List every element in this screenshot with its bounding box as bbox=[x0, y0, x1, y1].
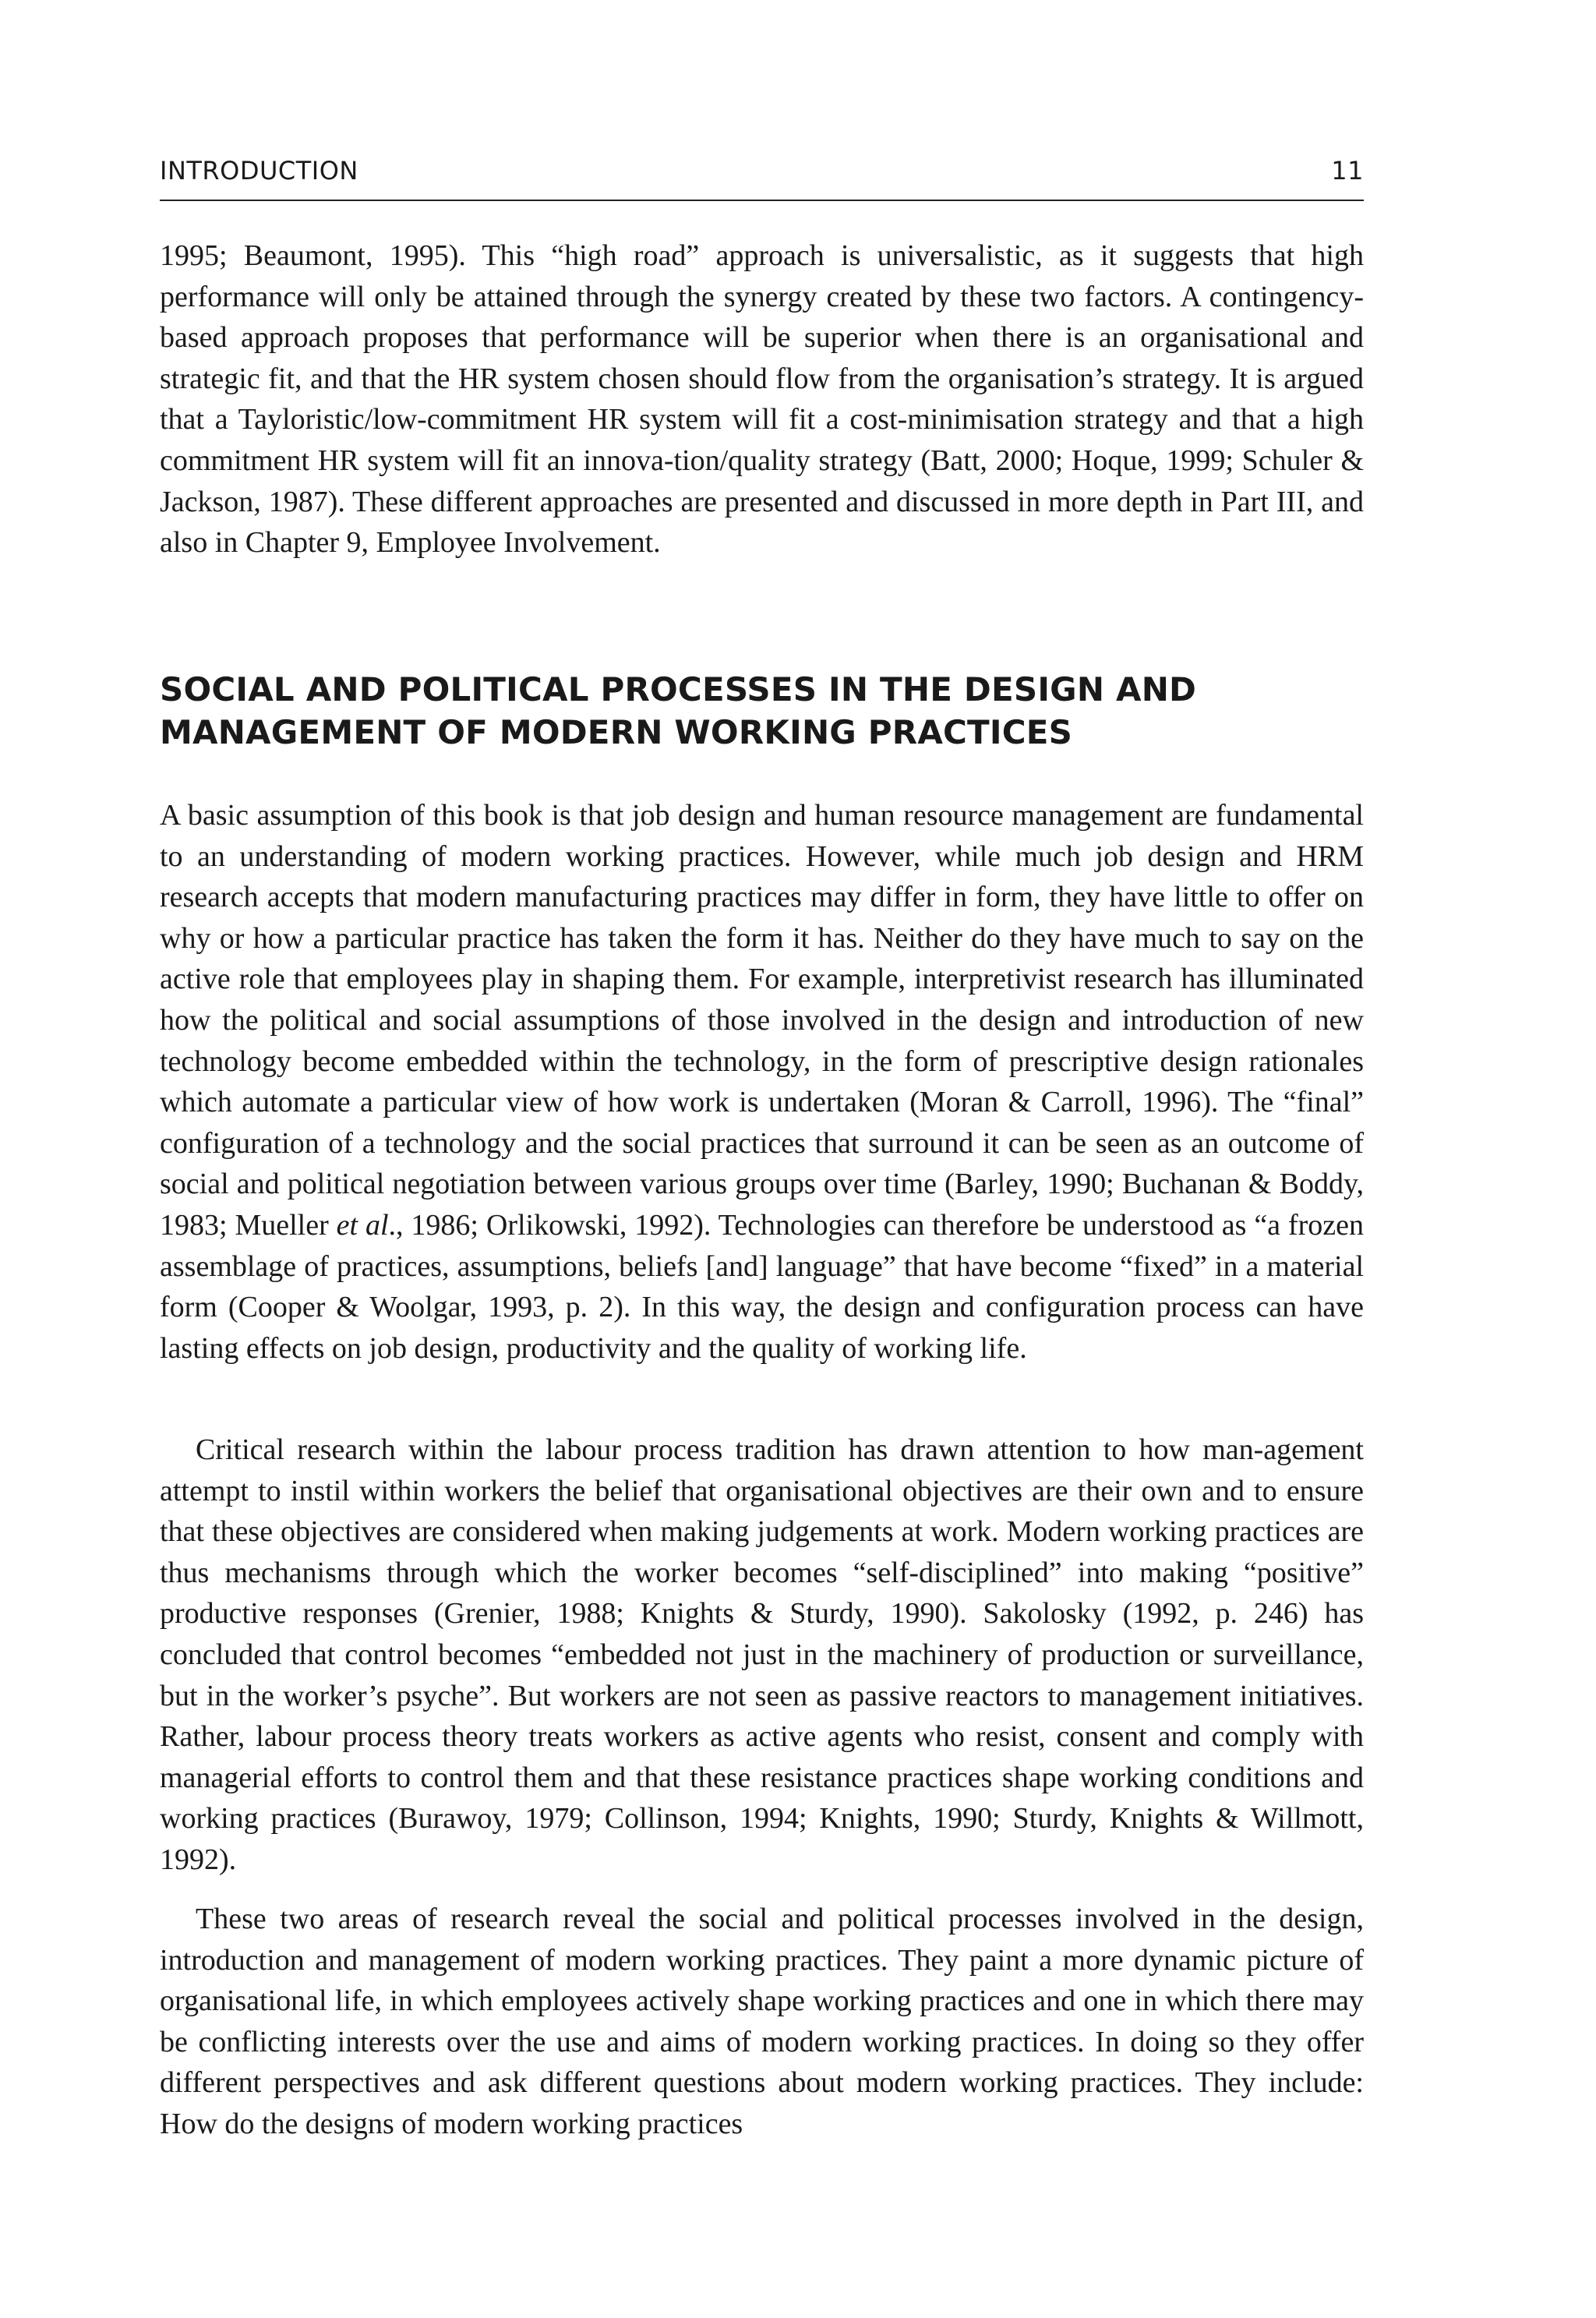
paragraph-1-italic-et-al: et al bbox=[336, 1208, 389, 1242]
running-head bbox=[160, 153, 1364, 201]
paragraph-continued: 1995; Beaumont, 1995). This “high road” approach is universalistic, as it suggests that high performance will only be attained through the synergy created by these two factors. A contingency-based approach proposes that performance will be superior when there is an organisational and strategic fit, and that the HR system chosen should flow from the organisation’s strategy. It is argued that a Tayloristic/low-commitment HR system will fit a cost-minimisation strategy and that a high commitment HR system will fit an innova-tion/quality strategy (Batt, 2000; Hoque, 1999; Schuler & Jackson, 1987). These different approaches are presented and discussed in more depth in Part III, and also in Chapter 9, Employee Involvement. bbox=[160, 239, 1364, 560]
paragraph-1 bbox=[160, 795, 1364, 1369]
paragraph-3: These two areas of research reveal the social and political processes involved in the design, introduction and management of modern working practices. They paint a more dynamic picture of organisational life, in which employees actively shape working practices and one in which there may be conflicting interests over the use and aims of modern working practices. In doing so they offer different perspectives and ask different questions about modern working practices. They include: How do the designs of modern working practices bbox=[160, 1903, 1364, 2140]
running-head-section: INTRODUCTION bbox=[160, 156, 358, 186]
paragraph-1-text-b: ., 1986; Orlikowski, 1992). Technologies can therefore be understood as “a frozen assemblage of practices, assumptions, beliefs [and] language” that have become “fixed” in a material form (Cooper & Woolgar, 1993, p. 2). In this way, the design and configuration process can have lasting effects on job design, productivity and the quality of working life. bbox=[160, 1208, 1364, 1365]
paragraph-1-text-a: A basic assumption of this book is that job design and human resource management are fundamental to an understanding of modern working practices. However, while much job design and HRM research accepts that modern manufacturing practices may differ in form, they have little to offer on why or how a particular practice has taken the form it has. Neither do they have much to say on the active role that employees play in shaping them. For example, interpretivist research has illuminated how the political and social assumptions of those involved in the design and introduction of new technology become embedded within the technology, in the form of prescriptive design rationales which automate a particular view of how work is undertaken (Moran & Carroll, 1996). The “final” configuration of a technology and the social practices that surround it can be seen as an outcome of social and political negotiation between various groups over time (Barley, 1990; Buchanan & Boddy, 1983; Mueller bbox=[160, 799, 1364, 1242]
page-number: 11 bbox=[1331, 156, 1364, 186]
paragraph-2: Critical research within the labour process tradition has drawn attention to how man-agement attempt to instil within workers the belief that organisational objectives are their own and to ensure that these objectives are considered when making judgements at work. Modern working practices are thus mechanisms through which the worker becomes “self-disciplined” into making “positive” productive responses (Grenier, 1988; Knights & Sturdy, 1990). Sakolosky (1992, p. 246) has concluded that control becomes “embedded not just in the machinery of production or surveillance, but in the worker’s psyche”. But workers are not seen as passive reactors to management initiatives. Rather, labour process theory treats workers as active agents who resist, consent and comply with managerial efforts to control them and that these resistance practices shape working conditions and working practices (Burawoy, 1979; Collinson, 1994; Knights, 1990; Sturdy, Knights & Willmott, 1992). bbox=[160, 1433, 1364, 1876]
section-heading: SOCIAL AND POLITICAL PROCESSES IN THE DESIGN AND MANAGEMENT OF MODERN WORKING PRACTICES bbox=[160, 670, 1197, 751]
